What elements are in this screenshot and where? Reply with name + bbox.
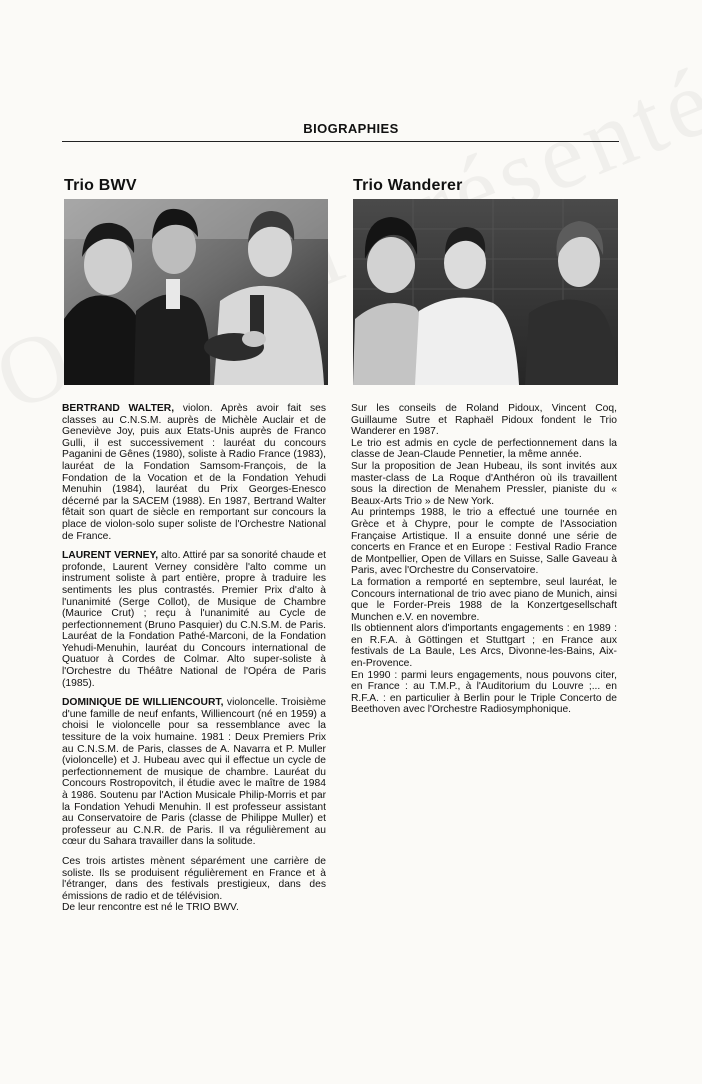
member-bio: violoncelle. Troisième d'une famille de neuf enfants, Williencourt (né en 1959) a choisi le violoncelle pour sa ressemblance avec la tessiture de la voix humaine. 1981 : Deux Premiers Prix au C.N.S.M. de Paris, classes de A. Navarra et P. Muller (violoncelle) et J. Hubeau avec qui il effectue un cycle de perfectionnement de musique de chambre. Lauréat du Concours Rostropovitch, il étudie avec le maître de 1984 à 1986. Soutenu par l'Action Musicale Philip-Morris et par la Fondation Yehudi Menuhin. Il est professeur assistant au Conservatoire de Paris (classe de Philippe Muller) et professeur au C.N.R. de Paris. Il va régulièrement au cœur du Sahara travailler dans la solitude. <box>62 697 326 848</box>
trio-bwv-photo <box>64 199 328 385</box>
trio-wanderer-photo <box>353 199 618 385</box>
closing-paragraph: Ces trois artistes mènent séparément une carrière de soliste. Ils se produisent régulièrement en France et à l'étranger, dans des festivals prestigieux, dans des émissions de radio et de télévision. <box>62 855 326 902</box>
closing-line: De leur rencontre est né le TRIO BWV. <box>62 902 239 914</box>
trio-wanderer-title: Trio Wanderer <box>353 177 463 194</box>
wanderer-paragraph: Au printemps 1988, le trio a effectué une tournée en Grèce et à Chypre, pour le compte de l'Association Française Artistique. Il a ensuite donné une série de concerts en France et en Europe : Festival Radio France de Montpellier, Open de Villars en Suisse, Salle Gaveau à Paris, avec l'Orchestre du Conservatoire. <box>351 507 617 577</box>
member-bio: alto. Attiré par sa sonorité chaude et profonde, Laurent Verney considère l'alto comme un instrument soliste à part entière, propre à traduire les sentiments les plus contrastés. Premier Prix d'alto à l'unanimité (Serge Collot), de Musique de Chambre (Maurice Crut) ; reçu à l'unanimité au Cycle de perfectionnement (Bruno Pasquier) du C.N.S.M. de Paris. Lauréat de la Fondation Pathé-Marconi, de la Fondation Yehudi-Menuhin, lauréat du Concours international de Quatuor à Cordes de Colmar. Alto super-soliste à l'Orchestre du Théâtre National de l'Opéra de Paris (1985). <box>62 550 326 689</box>
wanderer-paragraph: Ils obtiennent alors d'importants engagements : en 1989 : en R.F.A. à Göttingen et Stuttgart ; en France aux festivals de La Baule, Les Arcs, Divonne-les-Bains, Aix-en-Provence. <box>351 623 617 670</box>
wanderer-paragraph: Sur les conseils de Roland Pidoux, Vincent Coq, Guillaume Sutre et Raphaël Pidoux fondent le Trio Wanderer en 1987. <box>351 403 617 438</box>
page-header: BIOGRAPHIES <box>303 121 399 136</box>
wanderer-paragraph: En 1990 : parmi leurs engagements, nous pouvons citer, en France : au T.M.P., à l'Auditorium du Louvre ;... en R.F.A. : en particulier à Berlin pour le Triple Concerto de Beethoven avec l'Orchestre Radiosymphonique. <box>351 669 617 716</box>
member-name: LAURENT VERNEY, <box>62 550 159 562</box>
trio-bwv-title: Trio BWV <box>64 177 137 194</box>
member-name: BERTRAND WALTER, <box>62 403 175 414</box>
header-rule <box>62 141 619 142</box>
bio-williencourt <box>62 697 326 848</box>
wanderer-paragraph: La formation a remporté en septembre, seul lauréat, le Concours international de trio avec piano de Munich, ainsi que le Forder-Preis 1988 de la Konzertgesellschaft Munchen e.V. en novembre. <box>351 576 617 623</box>
trio-wanderer-biography <box>351 403 617 716</box>
trio-bwv-biography <box>62 403 326 922</box>
member-bio: violon. Après avoir fait ses classes au C.N.S.M. auprès de Michèle Auclair et de Geneviève Joy, puis aux Etats-Unis auprès de Franco Gulli, il est successivement : lauréat du concours Paganini de Gênes (1980), soliste à Radio France (1983), lauréat de la Fondation Samsom-François, de la Fondation de la Vocation et de la Fondation Yehudi Menuhin (1984), lauréat du Prix Georges-Enesco décerné par la SACEM (1988). En 1987, Bertrand Walter fêtait son quart de siècle en remportant sur concours la place de violon-solo super soliste de l'Orchestre National de France. <box>62 403 326 542</box>
bio-verney <box>62 550 326 689</box>
wanderer-paragraph: Sur la proposition de Jean Hubeau, ils sont invités aux master-class de La Roque d'Anthéron où ils travaillent sous la direction de Menahem Pressler, pianiste du « Beaux-Arts Trio » de New York. <box>351 460 617 507</box>
bio-walter <box>62 403 326 542</box>
member-name: DOMINIQUE DE WILLIENCOURT, <box>62 697 224 709</box>
wanderer-paragraph: Le trio est admis en cycle de perfectionnement dans la classe de Jean-Claude Pennetier, la même année. <box>351 437 617 461</box>
